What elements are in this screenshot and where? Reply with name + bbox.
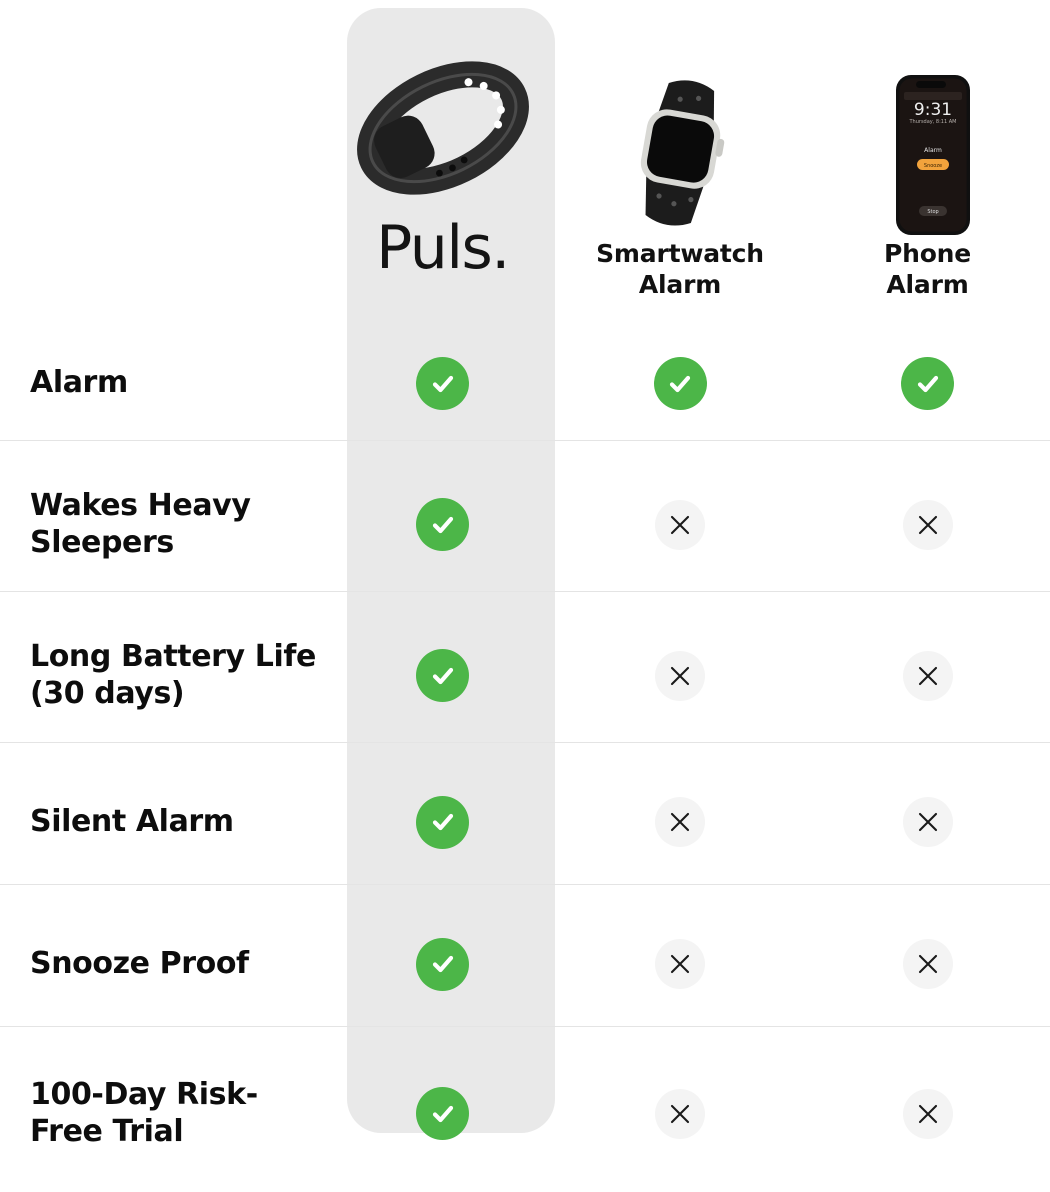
check-icon	[901, 357, 954, 410]
cell-phone-alarm	[805, 318, 1050, 449]
row-label-risk-free-trial: 100-Day Risk-Free Trial	[30, 1076, 258, 1149]
cell-smartwatch-silent-alarm	[555, 751, 805, 893]
cell-puls-alarm	[330, 318, 555, 449]
row-label-wakes-heavy-sleepers: Wakes Heavy Sleepers	[30, 487, 251, 560]
row-label-alarm: Alarm	[30, 365, 128, 401]
phone-label-line2: Alarm	[886, 269, 969, 299]
smartwatch-label-line2: Alarm	[638, 269, 722, 299]
cell-phone-long-battery-life	[805, 600, 1050, 751]
check-icon	[416, 938, 469, 991]
cell-phone-silent-alarm	[805, 751, 1050, 893]
phone-label-line1: Phone	[883, 239, 972, 268]
check-icon	[654, 357, 707, 410]
row-label-snooze-proof: Snooze Proof	[30, 945, 249, 981]
svg-text:Alarm: Alarm	[923, 147, 942, 154]
cross-icon	[655, 797, 705, 847]
svg-text:Thursday, 8:11 AM: Thursday, 8:11 AM	[909, 119, 956, 125]
check-icon	[416, 357, 469, 410]
cell-puls-silent-alarm	[330, 751, 555, 893]
column-header-smartwatch-label	[596, 239, 764, 300]
column-header-phone	[805, 0, 1050, 318]
cell-puls-wakes-heavy-sleepers	[330, 449, 555, 600]
check-icon	[416, 1087, 469, 1140]
cross-icon	[903, 500, 953, 550]
svg-text:Snooze: Snooze	[923, 163, 942, 169]
smartphone-image	[805, 0, 1050, 239]
cross-icon	[903, 939, 953, 989]
cell-smartwatch-long-battery-life	[555, 600, 805, 751]
header-spacer	[0, 0, 330, 318]
cell-puls-snooze-proof	[330, 893, 555, 1035]
cell-smartwatch-alarm	[555, 318, 805, 449]
svg-text:Stop: Stop	[926, 209, 939, 215]
cross-icon	[903, 651, 953, 701]
cross-icon	[655, 500, 705, 550]
svg-text:9:31: 9:31	[913, 100, 952, 120]
column-header-puls	[330, 0, 555, 318]
smartwatch-image	[555, 0, 805, 239]
row-label-silent-alarm: Silent Alarm	[30, 803, 234, 839]
check-icon	[416, 498, 469, 551]
fitness-band-image	[330, 0, 555, 218]
cross-icon	[903, 1089, 953, 1139]
cell-phone-snooze-proof	[805, 893, 1050, 1035]
cell-smartwatch-wakes-heavy-sleepers	[555, 449, 805, 600]
check-icon	[416, 649, 469, 702]
smartwatch-label-line1: Smartwatch	[596, 239, 764, 268]
brand-wordmark: Puls.	[376, 213, 509, 283]
cell-puls-long-battery-life	[330, 600, 555, 751]
cell-phone-risk-free-trial	[805, 1035, 1050, 1192]
row-label-long-battery-life: Long Battery Life (30 days)	[30, 638, 316, 711]
cross-icon	[655, 651, 705, 701]
cell-phone-wakes-heavy-sleepers	[805, 449, 1050, 600]
cell-smartwatch-snooze-proof	[555, 893, 805, 1035]
cell-smartwatch-risk-free-trial	[555, 1035, 805, 1192]
cross-icon	[903, 797, 953, 847]
column-header-phone-label	[884, 239, 971, 300]
check-icon	[416, 796, 469, 849]
cross-icon	[655, 1089, 705, 1139]
column-header-smartwatch	[555, 0, 805, 318]
cross-icon	[655, 939, 705, 989]
cell-puls-risk-free-trial	[330, 1035, 555, 1192]
